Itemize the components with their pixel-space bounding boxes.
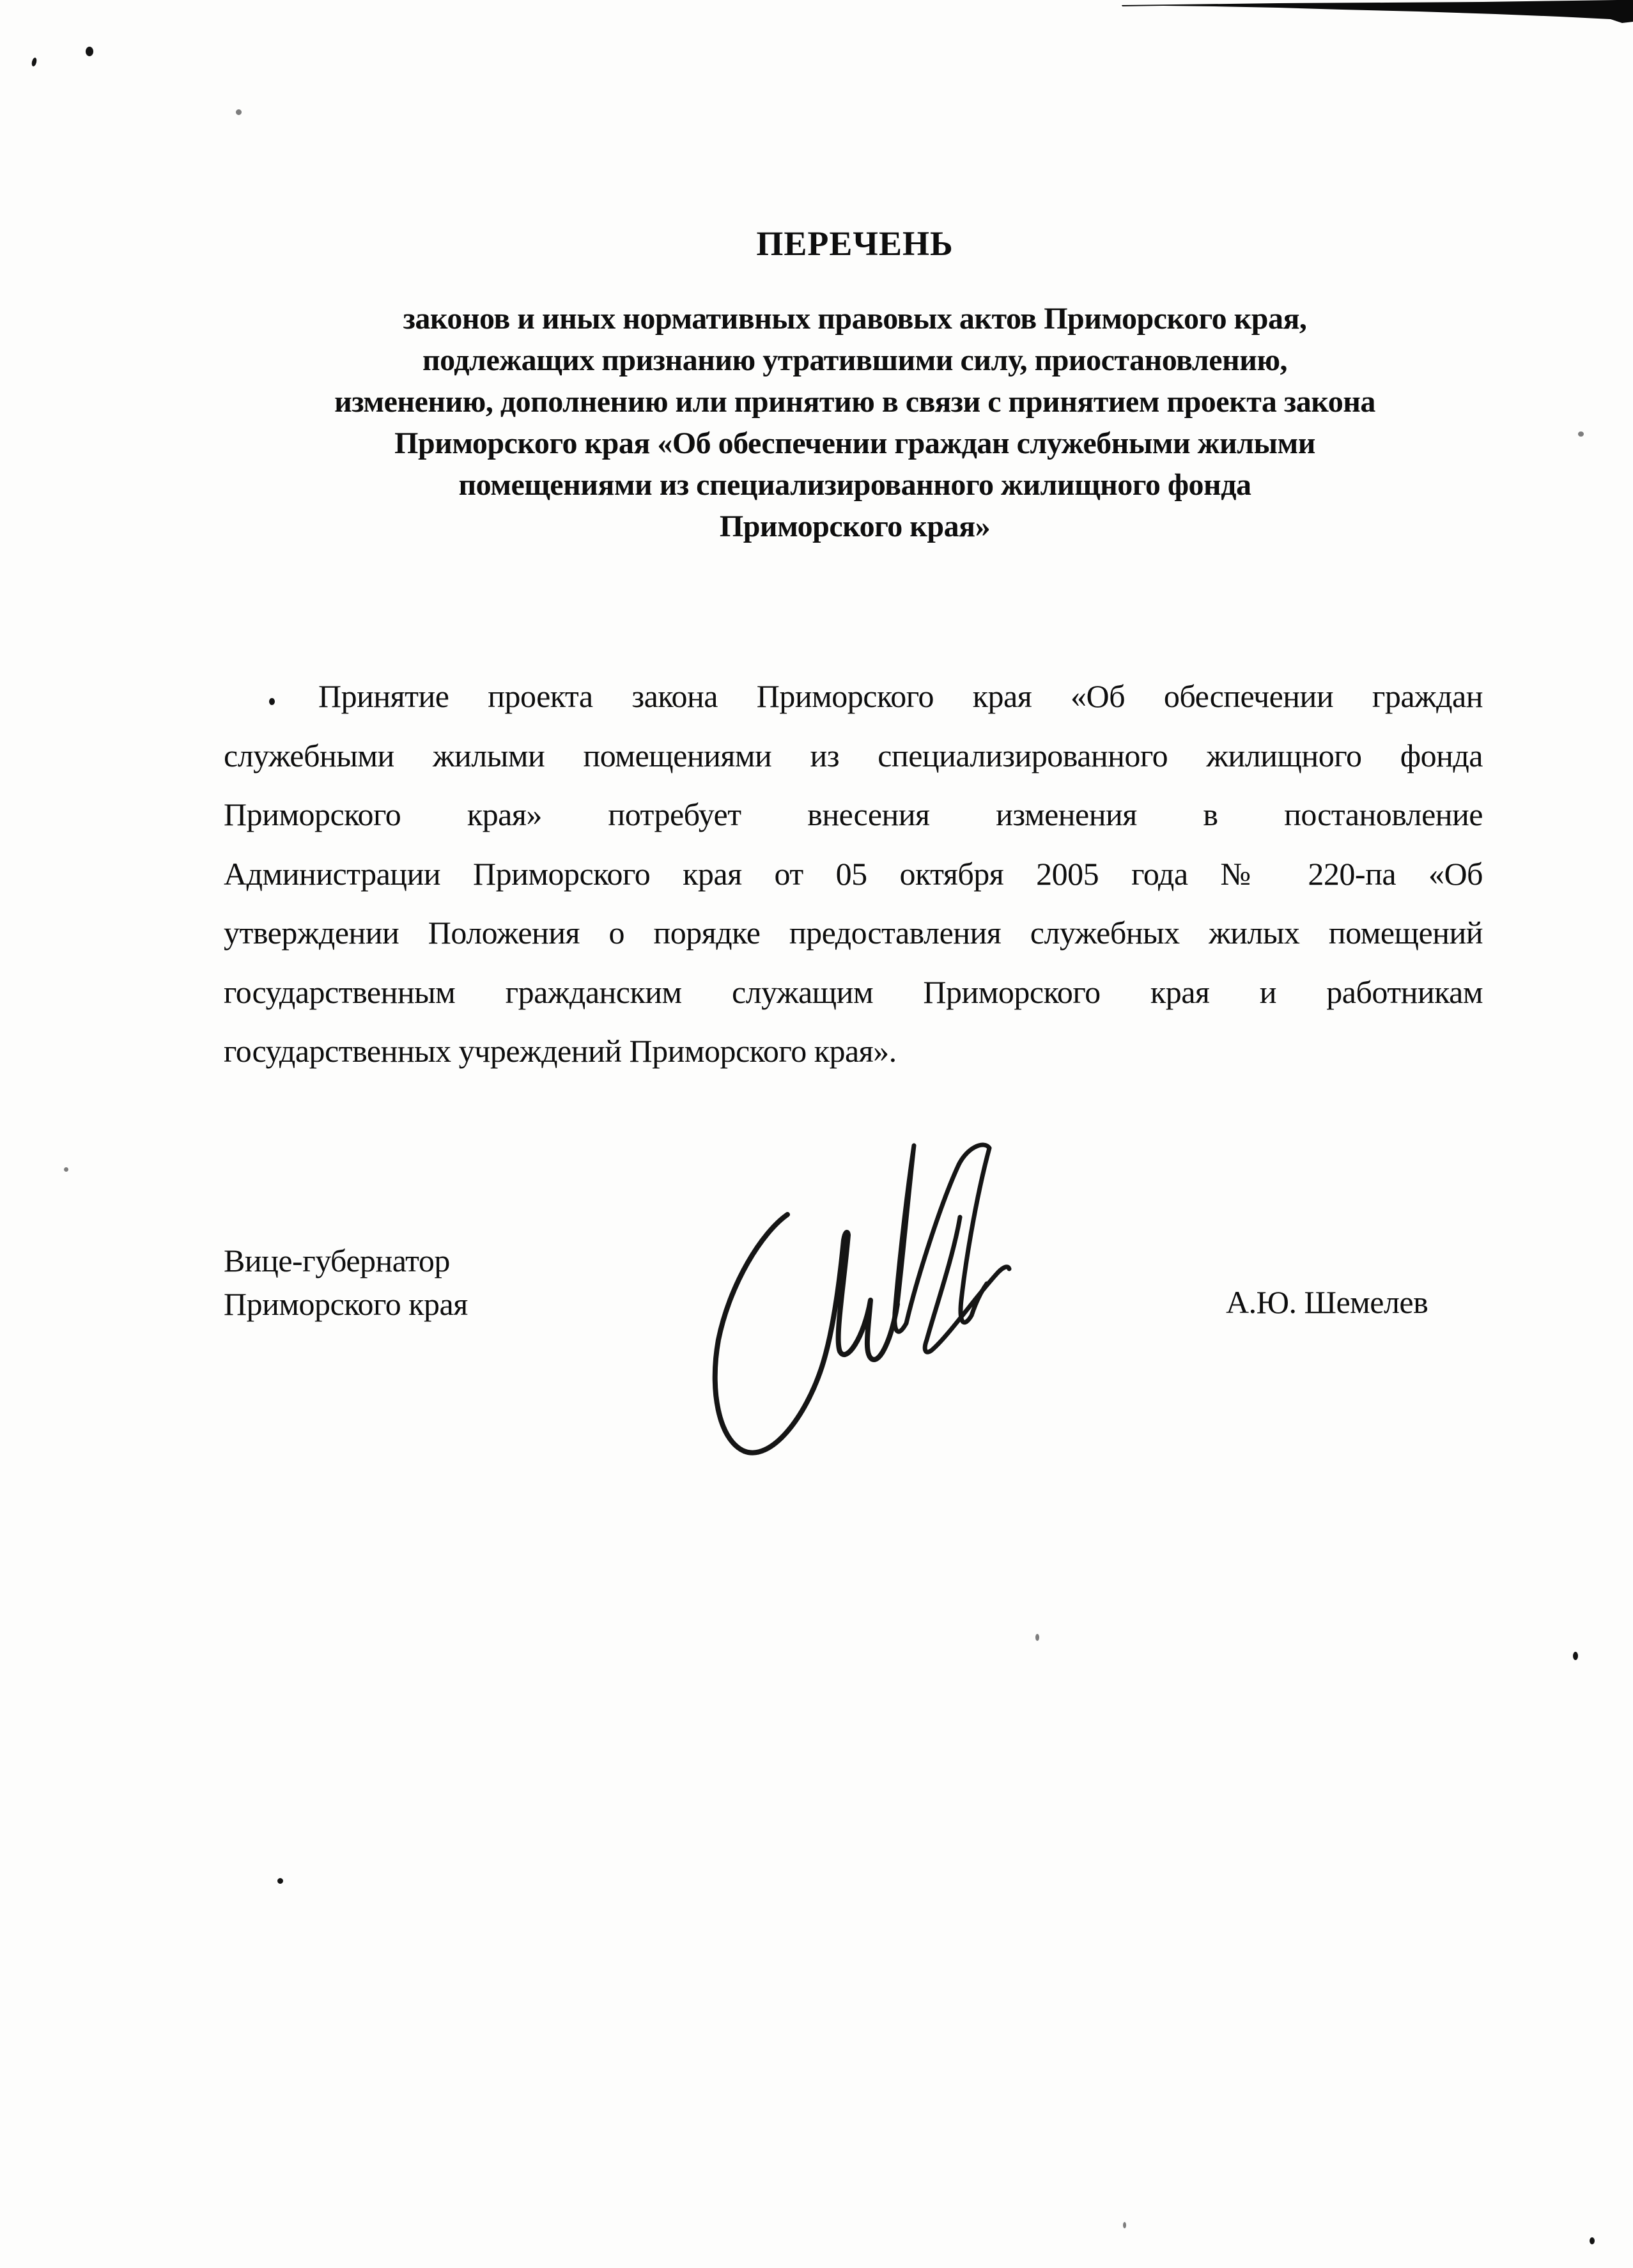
body-line: государственных учреждений Приморского края». <box>224 1033 897 1069</box>
scan-artifact-bar <box>1087 0 1633 28</box>
signer-position-line: Вице-губернатор <box>224 1243 450 1278</box>
signatory-name: А.Ю. Шемелев <box>1226 1284 1428 1320</box>
scan-speck <box>236 109 242 115</box>
body-line: Приморского края» потребует внесения изменения в постановление <box>224 796 1483 832</box>
body-line: государственным гражданским служащим Приморского края и работникам <box>224 974 1483 1010</box>
scan-speck <box>277 1878 283 1884</box>
body-line: служебными жилыми помещениями из специализированного жилищного фонда <box>224 737 1483 773</box>
subtitle-line: помещениями из специализированного жилищного фонда <box>458 468 1251 502</box>
scan-speck <box>86 47 93 56</box>
subtitle-line: законов и иных нормативных правовых актов Приморского края, <box>403 302 1307 336</box>
body-line: Принятие проекта закона Приморского края «Об обеспечении граждан <box>318 678 1483 714</box>
scan-speck <box>1573 1652 1578 1660</box>
signer-position-line: Приморского края <box>224 1286 468 1322</box>
scan-speck <box>1578 431 1584 437</box>
scan-speck <box>1035 1634 1039 1641</box>
scan-speck <box>64 1167 68 1172</box>
subtitle-line: Приморского края «Об обеспечении граждан служебными жилыми <box>394 426 1315 460</box>
document-subtitle <box>224 298 1486 547</box>
signer-position <box>224 1239 468 1326</box>
subtitle-line: изменению, дополнению или принятию в связи с принятием проекта закона <box>334 385 1375 419</box>
subtitle-line: Приморского края» <box>719 509 991 543</box>
signature-scrawl <box>703 1139 1061 1497</box>
scan-speck <box>1123 2222 1126 2228</box>
scan-speck <box>31 57 37 66</box>
subtitle-line: подлежащих признанию утратившими силу, приостановлению, <box>422 343 1288 377</box>
body-paragraph <box>224 667 1483 1081</box>
scan-speck <box>1590 2237 1595 2244</box>
body-line: Администрации Приморского края от 05 октября 2005 года № 220-па «Об <box>224 855 1483 892</box>
document-title: ПЕРЕЧЕНЬ <box>756 224 954 263</box>
body-line: утверждении Положения о порядке предоставления служебных жилых помещений <box>224 915 1483 951</box>
